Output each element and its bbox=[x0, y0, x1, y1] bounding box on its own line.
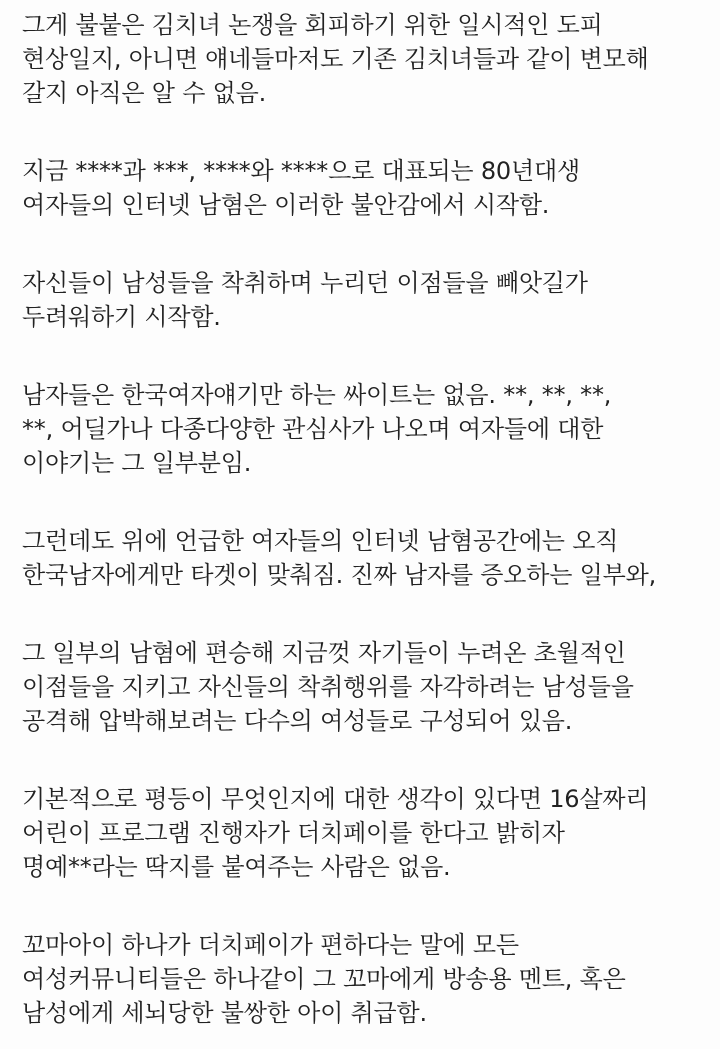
paragraph-1 bbox=[22, 8, 720, 110]
text-line: 어린이 프로그램 진행자가 더치페이를 한다고 밝히자 bbox=[22, 819, 565, 847]
text-line: 여성커뮤니티들은 하나같이 그 꼬마에게 방송용 멘트, 혹은 bbox=[22, 965, 626, 993]
text-line: 꼬마아이 하나가 더치페이가 편하다는 말에 모든 bbox=[22, 931, 519, 959]
paragraph-2 bbox=[22, 154, 720, 222]
text-line: **, 어딜가나 다종다양한 관심사가 나오며 여자들에 대한 bbox=[22, 415, 604, 443]
paragraph-5 bbox=[22, 524, 720, 592]
text-line: 지금 ****과 ***, ****와 ****으로 대표되는 80년대생 bbox=[22, 157, 580, 185]
text-line: 두려워하기 시작함. bbox=[22, 303, 221, 331]
text-line: 명예**라는 딱지를 붙여주는 사람은 없음. bbox=[22, 853, 451, 881]
text-line: 남성에게 세뇌당한 불쌍한 아이 취급함. bbox=[22, 999, 427, 1027]
text-line: 현상일지, 아니면 얘네들마저도 기존 김치녀들과 같이 변모해 bbox=[22, 45, 649, 73]
text-line: 남자들은 한국여자얘기만 하는 싸이트는 없음. **, **, **, bbox=[22, 381, 612, 409]
text-line: 한국남자에게만 타겟이 맞춰짐. 진짜 남자를 증오하는 일부와, bbox=[22, 561, 657, 589]
text-line: 그 일부의 남혐에 편승해 지금껏 자기들이 누려온 초월적인 bbox=[22, 639, 626, 667]
text-line: 이야기는 그 일부분임. bbox=[22, 449, 252, 477]
text-line: 갈지 아직은 알 수 없음. bbox=[22, 79, 266, 107]
text-line: 이점들을 지키고 자신들의 착취행위를 자각하려는 남성들을 bbox=[22, 673, 634, 701]
text-line: 그런데도 위에 언급한 여자들의 인터넷 남혐공간에는 오직 bbox=[22, 527, 619, 555]
paragraph-3 bbox=[22, 266, 720, 334]
text-line: 그게 불붙은 김치녀 논쟁을 회피하기 위한 일시적인 도피 bbox=[22, 11, 603, 39]
paragraph-8 bbox=[22, 928, 720, 1030]
text-line: 여자들의 인터넷 남혐은 이러한 불안감에서 시작함. bbox=[22, 191, 550, 219]
paragraph-4 bbox=[22, 378, 720, 480]
text-line: 자신들이 남성들을 착취하며 누리던 이점들을 빼앗길가 bbox=[22, 269, 588, 297]
text-line: 공격해 압박해보려는 다수의 여성들로 구성되어 있음. bbox=[22, 707, 573, 735]
paragraph-6 bbox=[22, 636, 720, 738]
paragraph-7 bbox=[22, 782, 720, 884]
text-line: 기본적으로 평등이 무엇인지에 대한 생각이 있다면 16살짜리 bbox=[22, 785, 649, 813]
